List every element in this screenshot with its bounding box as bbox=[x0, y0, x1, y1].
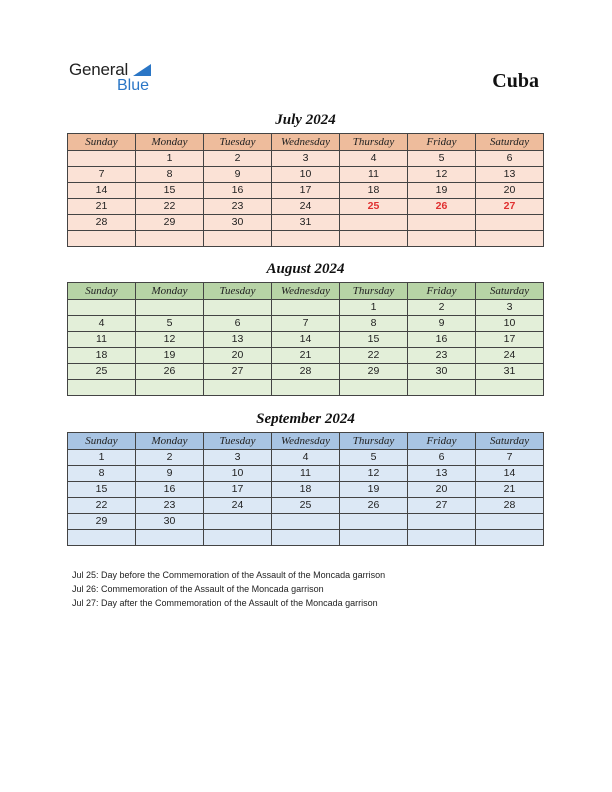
day-cell: 19 bbox=[136, 348, 204, 364]
day-cell: 27 bbox=[408, 498, 476, 514]
day-cell: 26 bbox=[408, 199, 476, 215]
week-row bbox=[68, 482, 544, 498]
weekday-header-wednesday: Wednesday bbox=[272, 134, 340, 151]
day-cell: 3 bbox=[476, 300, 544, 316]
day-cell: 8 bbox=[68, 466, 136, 482]
day-cell: 20 bbox=[476, 183, 544, 199]
day-cell: 5 bbox=[136, 316, 204, 332]
day-cell: 3 bbox=[204, 450, 272, 466]
logo-text-general: General bbox=[69, 60, 129, 79]
day-cell: 10 bbox=[476, 316, 544, 332]
day-cell: 22 bbox=[340, 348, 408, 364]
calendar-body bbox=[68, 450, 544, 546]
day-cell: 31 bbox=[272, 215, 340, 231]
holiday-notes bbox=[72, 568, 402, 610]
empty-day-cell bbox=[68, 530, 136, 546]
day-cell: 23 bbox=[204, 199, 272, 215]
week-row bbox=[68, 380, 544, 396]
day-cell: 11 bbox=[272, 466, 340, 482]
week-row bbox=[68, 183, 544, 199]
day-cell: 30 bbox=[204, 215, 272, 231]
empty-day-cell bbox=[340, 215, 408, 231]
week-row bbox=[68, 231, 544, 247]
empty-day-cell bbox=[340, 231, 408, 247]
weekday-header-thursday: Thursday bbox=[340, 283, 408, 300]
day-cell: 11 bbox=[340, 167, 408, 183]
empty-day-cell bbox=[408, 380, 476, 396]
calendar-august bbox=[67, 282, 544, 396]
week-row bbox=[68, 300, 544, 316]
day-cell: 4 bbox=[68, 316, 136, 332]
day-cell: 4 bbox=[340, 151, 408, 167]
empty-day-cell bbox=[476, 215, 544, 231]
empty-day-cell bbox=[68, 380, 136, 396]
day-cell: 10 bbox=[204, 466, 272, 482]
week-row bbox=[68, 364, 544, 380]
empty-day-cell bbox=[136, 231, 204, 247]
day-cell: 6 bbox=[408, 450, 476, 466]
calendar-body bbox=[68, 151, 544, 247]
day-cell: 24 bbox=[476, 348, 544, 364]
week-row bbox=[68, 199, 544, 215]
empty-day-cell bbox=[272, 530, 340, 546]
logo-text-blue: Blue bbox=[117, 77, 150, 94]
day-cell: 28 bbox=[272, 364, 340, 380]
day-cell: 20 bbox=[204, 348, 272, 364]
day-cell: 29 bbox=[68, 514, 136, 530]
empty-day-cell bbox=[340, 380, 408, 396]
empty-day-cell bbox=[68, 300, 136, 316]
empty-day-cell bbox=[272, 300, 340, 316]
day-cell: 18 bbox=[340, 183, 408, 199]
day-cell: 20 bbox=[408, 482, 476, 498]
day-cell: 1 bbox=[340, 300, 408, 316]
empty-day-cell bbox=[68, 151, 136, 167]
day-cell: 16 bbox=[204, 183, 272, 199]
day-cell: 10 bbox=[272, 167, 340, 183]
day-cell: 16 bbox=[136, 482, 204, 498]
weekday-header-tuesday: Tuesday bbox=[204, 134, 272, 151]
day-cell: 22 bbox=[136, 199, 204, 215]
weekday-header-saturday: Saturday bbox=[476, 283, 544, 300]
day-cell: 15 bbox=[340, 332, 408, 348]
day-cell: 21 bbox=[68, 199, 136, 215]
week-row bbox=[68, 332, 544, 348]
weekday-header-sunday: Sunday bbox=[68, 134, 136, 151]
empty-day-cell bbox=[408, 215, 476, 231]
day-cell: 25 bbox=[68, 364, 136, 380]
calendar-september bbox=[67, 432, 544, 546]
empty-day-cell bbox=[204, 530, 272, 546]
day-cell: 9 bbox=[204, 167, 272, 183]
day-cell: 24 bbox=[204, 498, 272, 514]
day-cell: 12 bbox=[408, 167, 476, 183]
week-row bbox=[68, 151, 544, 167]
week-row bbox=[68, 348, 544, 364]
month-title-september: September 2024 bbox=[256, 411, 355, 427]
day-cell: 25 bbox=[272, 498, 340, 514]
holiday-note: Jul 25: Day before the Commemoration of the Assault of the Moncada garrison bbox=[72, 570, 386, 580]
day-cell: 13 bbox=[204, 332, 272, 348]
empty-day-cell bbox=[408, 231, 476, 247]
week-row bbox=[68, 450, 544, 466]
day-cell: 15 bbox=[136, 183, 204, 199]
weekday-header-wednesday: Wednesday bbox=[272, 283, 340, 300]
day-cell: 2 bbox=[136, 450, 204, 466]
month-title-july: July 2024 bbox=[275, 112, 336, 128]
empty-day-cell bbox=[272, 231, 340, 247]
calendar-body bbox=[68, 300, 544, 396]
weekday-header-friday: Friday bbox=[408, 134, 476, 151]
week-row bbox=[68, 514, 544, 530]
day-cell: 7 bbox=[68, 167, 136, 183]
day-cell: 12 bbox=[340, 466, 408, 482]
weekday-header-monday: Monday bbox=[136, 134, 204, 151]
week-row bbox=[68, 167, 544, 183]
day-cell: 18 bbox=[272, 482, 340, 498]
day-cell: 4 bbox=[272, 450, 340, 466]
day-cell: 6 bbox=[204, 316, 272, 332]
country-title: Cuba bbox=[492, 70, 539, 92]
day-cell: 9 bbox=[136, 466, 204, 482]
weekday-header-sunday: Sunday bbox=[68, 283, 136, 300]
day-cell: 1 bbox=[136, 151, 204, 167]
day-cell: 12 bbox=[136, 332, 204, 348]
day-cell: 3 bbox=[272, 151, 340, 167]
empty-day-cell bbox=[476, 231, 544, 247]
day-cell: 6 bbox=[476, 151, 544, 167]
week-row bbox=[68, 316, 544, 332]
empty-day-cell bbox=[68, 231, 136, 247]
weekday-header-friday: Friday bbox=[408, 433, 476, 450]
day-cell: 14 bbox=[68, 183, 136, 199]
day-cell: 17 bbox=[204, 482, 272, 498]
empty-day-cell bbox=[408, 530, 476, 546]
empty-day-cell bbox=[204, 300, 272, 316]
weekday-header-tuesday: Tuesday bbox=[204, 283, 272, 300]
empty-day-cell bbox=[408, 514, 476, 530]
day-cell: 23 bbox=[408, 348, 476, 364]
day-cell: 21 bbox=[272, 348, 340, 364]
empty-day-cell bbox=[340, 514, 408, 530]
day-cell: 28 bbox=[476, 498, 544, 514]
day-cell: 30 bbox=[408, 364, 476, 380]
day-cell: 13 bbox=[476, 167, 544, 183]
day-cell: 29 bbox=[136, 215, 204, 231]
empty-day-cell bbox=[476, 380, 544, 396]
weekday-header-saturday: Saturday bbox=[476, 433, 544, 450]
day-cell: 19 bbox=[408, 183, 476, 199]
day-cell: 13 bbox=[408, 466, 476, 482]
day-cell: 26 bbox=[340, 498, 408, 514]
weekday-header-saturday: Saturday bbox=[476, 134, 544, 151]
weekday-header-row bbox=[68, 134, 544, 151]
day-cell: 24 bbox=[272, 199, 340, 215]
day-cell: 22 bbox=[68, 498, 136, 514]
empty-day-cell bbox=[204, 380, 272, 396]
day-cell: 9 bbox=[408, 316, 476, 332]
day-cell: 23 bbox=[136, 498, 204, 514]
empty-day-cell bbox=[272, 514, 340, 530]
weekday-header-tuesday: Tuesday bbox=[204, 433, 272, 450]
day-cell: 21 bbox=[476, 482, 544, 498]
generalblue-logo bbox=[69, 60, 169, 100]
weekday-header-thursday: Thursday bbox=[340, 134, 408, 151]
day-cell: 8 bbox=[136, 167, 204, 183]
day-cell: 15 bbox=[68, 482, 136, 498]
weekday-header-wednesday: Wednesday bbox=[272, 433, 340, 450]
day-cell: 7 bbox=[272, 316, 340, 332]
holiday-note: Jul 26: Commemoration of the Assault of the Moncada garrison bbox=[72, 584, 324, 594]
day-cell: 27 bbox=[476, 199, 544, 215]
day-cell: 5 bbox=[408, 151, 476, 167]
day-cell: 11 bbox=[68, 332, 136, 348]
weekday-header-monday: Monday bbox=[136, 283, 204, 300]
day-cell: 30 bbox=[136, 514, 204, 530]
weekday-header-row bbox=[68, 433, 544, 450]
day-cell: 2 bbox=[204, 151, 272, 167]
empty-day-cell bbox=[204, 231, 272, 247]
empty-day-cell bbox=[272, 380, 340, 396]
day-cell: 27 bbox=[204, 364, 272, 380]
day-cell: 8 bbox=[340, 316, 408, 332]
weekday-header-thursday: Thursday bbox=[340, 433, 408, 450]
day-cell: 17 bbox=[272, 183, 340, 199]
day-cell: 18 bbox=[68, 348, 136, 364]
day-cell: 28 bbox=[68, 215, 136, 231]
holiday-note: Jul 27: Day after the Commemoration of the Assault of the Moncada garrison bbox=[72, 598, 378, 608]
empty-day-cell bbox=[136, 530, 204, 546]
day-cell: 7 bbox=[476, 450, 544, 466]
day-cell: 31 bbox=[476, 364, 544, 380]
day-cell: 25 bbox=[340, 199, 408, 215]
weekday-header-friday: Friday bbox=[408, 283, 476, 300]
weekday-header-monday: Monday bbox=[136, 433, 204, 450]
day-cell: 14 bbox=[272, 332, 340, 348]
empty-day-cell bbox=[136, 380, 204, 396]
empty-day-cell bbox=[476, 530, 544, 546]
logo-triangle-icon bbox=[133, 64, 151, 76]
empty-day-cell bbox=[340, 530, 408, 546]
empty-day-cell bbox=[204, 514, 272, 530]
weekday-header-sunday: Sunday bbox=[68, 433, 136, 450]
week-row bbox=[68, 466, 544, 482]
day-cell: 14 bbox=[476, 466, 544, 482]
day-cell: 19 bbox=[340, 482, 408, 498]
day-cell: 29 bbox=[340, 364, 408, 380]
day-cell: 17 bbox=[476, 332, 544, 348]
week-row bbox=[68, 530, 544, 546]
day-cell: 2 bbox=[408, 300, 476, 316]
week-row bbox=[68, 215, 544, 231]
empty-day-cell bbox=[476, 514, 544, 530]
month-title-august: August 2024 bbox=[266, 261, 345, 277]
day-cell: 1 bbox=[68, 450, 136, 466]
day-cell: 26 bbox=[136, 364, 204, 380]
weekday-header-row bbox=[68, 283, 544, 300]
day-cell: 16 bbox=[408, 332, 476, 348]
week-row bbox=[68, 498, 544, 514]
calendar-july bbox=[67, 133, 544, 247]
day-cell: 5 bbox=[340, 450, 408, 466]
empty-day-cell bbox=[136, 300, 204, 316]
